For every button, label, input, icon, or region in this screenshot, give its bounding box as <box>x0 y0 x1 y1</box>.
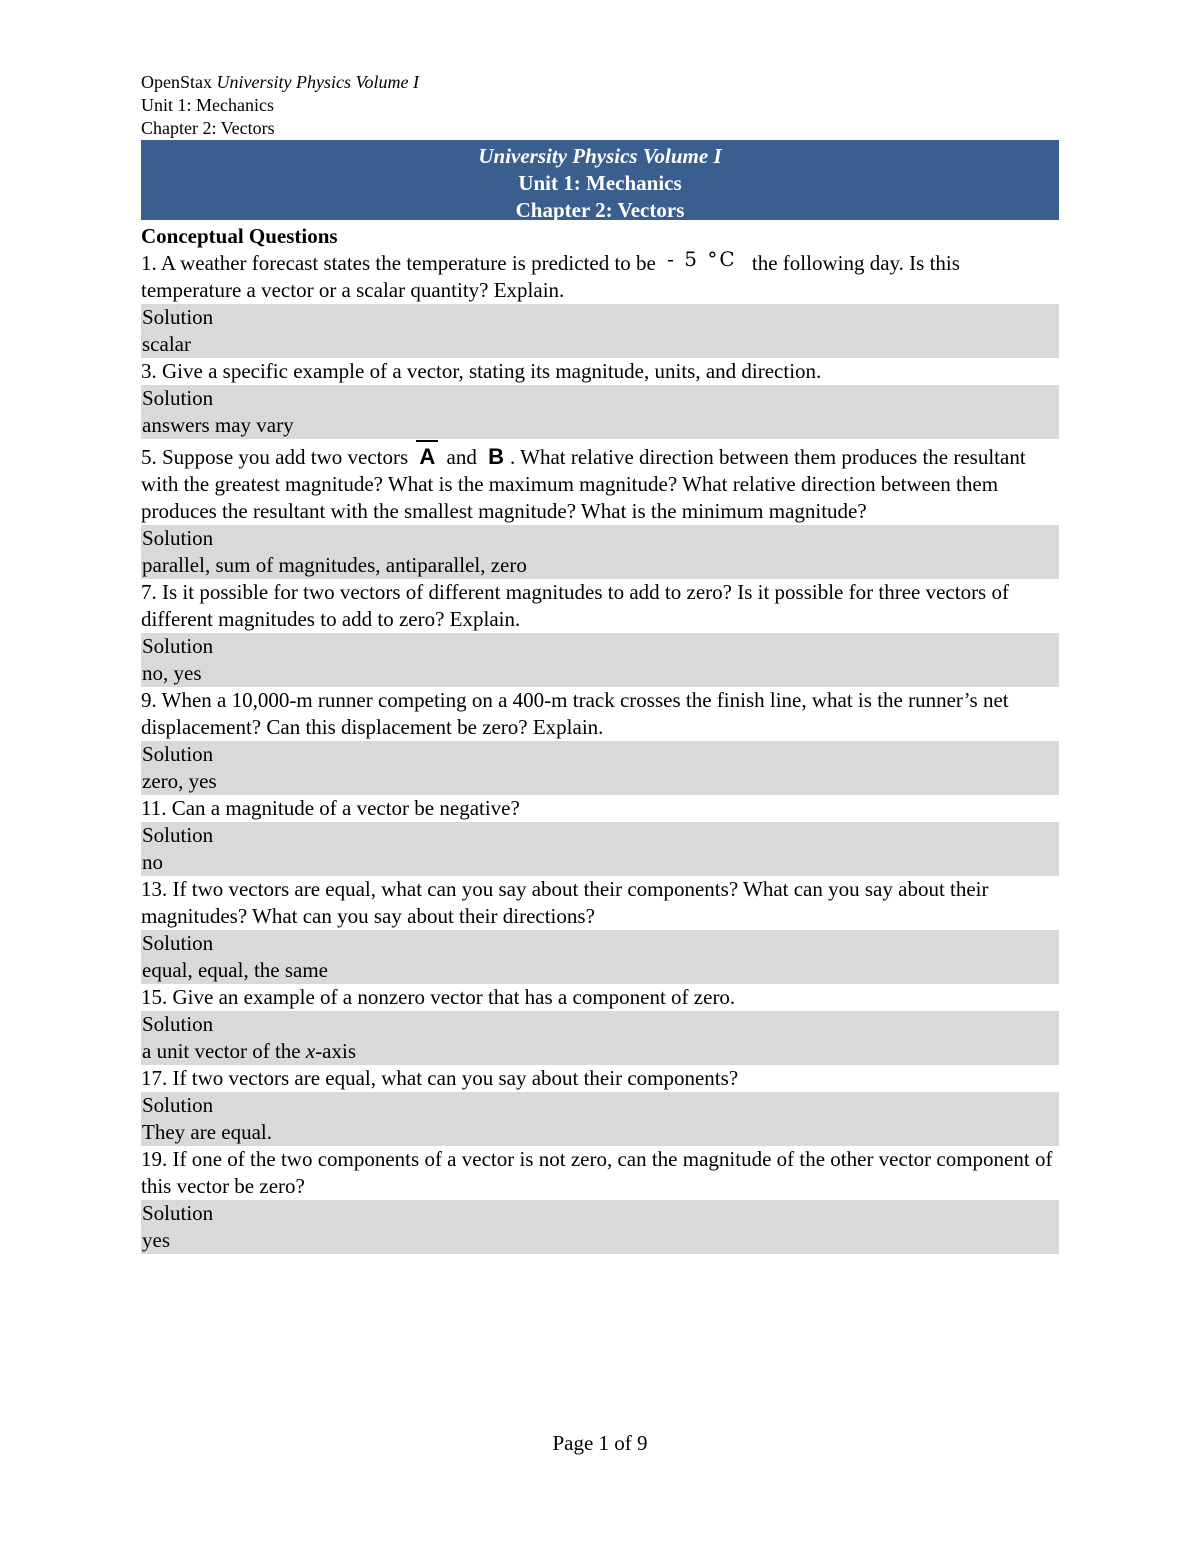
banner-title: University Physics Volume I <box>478 144 722 168</box>
question-13: 13. If two vectors are equal, what can you say about their components? What can you say about their magnitudes? What can you say about their directions? <box>141 877 989 928</box>
question-5: 5. Suppose you add two vectors A and B . What relative direction between them produces the resultant with the greatest magnitude? What is the maximum magnitude? What relative direction between them produces the resultant with the smallest magnitude? What is the minimum magnitude? <box>141 444 1026 523</box>
solution-15 <box>141 1011 1059 1065</box>
solution-answer: no <box>142 850 163 874</box>
running-head <box>141 71 419 140</box>
solution-17 <box>141 1092 1059 1146</box>
running-head-chapter: Chapter 2: Vectors <box>141 118 275 138</box>
title-banner <box>141 140 1059 220</box>
page-number: Page 1 of 9 <box>552 1431 648 1455</box>
solution-label: Solution <box>142 526 214 550</box>
section-title: Conceptual Questions <box>141 224 338 248</box>
solution-5 <box>141 525 1059 579</box>
solution-answer: answers may vary <box>142 413 294 437</box>
main-content <box>141 140 1059 1254</box>
solution-label: Solution <box>142 931 214 955</box>
solution-label: Solution <box>142 1201 214 1225</box>
solution-9 <box>141 741 1059 795</box>
question-11: 11. Can a magnitude of a vector be negative? <box>141 796 520 820</box>
question-17: 17. If two vectors are equal, what can you say about their components? <box>141 1066 739 1090</box>
solution-11 <box>141 822 1059 876</box>
question-1: 1. A weather forecast states the temperature is predicted to be - 5 °C the following day. Is this temperature a vector or a scalar quantity? Explain. <box>141 247 960 302</box>
solution-label: Solution <box>142 1012 214 1036</box>
solution-label: Solution <box>142 386 214 410</box>
vector-b-symbol: B <box>488 444 504 469</box>
question-3: 3. Give a specific example of a vector, stating its magnitude, units, and direction. <box>141 359 822 383</box>
solution-label: Solution <box>142 634 214 658</box>
solution-13 <box>141 930 1059 984</box>
solution-7 <box>141 633 1059 687</box>
question-15: 15. Give an example of a nonzero vector that has a component of zero. <box>141 985 736 1009</box>
question-19: 19. If one of the two components of a vector is not zero, can the magnitude of the other vector component of this vector be zero? <box>141 1147 1053 1198</box>
solution-answer: They are equal. <box>142 1120 273 1144</box>
solution-3 <box>141 385 1059 439</box>
question-9: 9. When a 10,000-m runner competing on a 400-m track crosses the finish line, what is the runner’s net displacement? Can this displacement be zero? Explain. <box>141 688 1009 739</box>
solution-label: Solution <box>142 742 214 766</box>
solution-1 <box>141 304 1059 358</box>
vector-a-symbol: A <box>413 443 441 470</box>
solution-answer: yes <box>142 1228 170 1252</box>
solution-answer: scalar <box>142 332 191 356</box>
solution-answer: zero, yes <box>142 769 217 793</box>
running-head-book: OpenStax University Physics Volume I <box>141 72 419 92</box>
solution-answer: parallel, sum of magnitudes, antiparallel, zero <box>142 553 527 577</box>
solution-answer: no, yes <box>142 661 202 685</box>
solution-label: Solution <box>142 823 214 847</box>
banner-unit: Unit 1: Mechanics <box>518 171 682 195</box>
banner-chapter: Chapter 2: Vectors <box>515 198 685 222</box>
question-7: 7. Is it possible for two vectors of different magnitudes to add to zero? Is it possible for three vectors of different magnitudes to add to zero? Explain. <box>141 580 1009 631</box>
solution-answer: a unit vector of the x-axis <box>142 1039 357 1063</box>
solution-19 <box>141 1200 1059 1254</box>
running-head-unit: Unit 1: Mechanics <box>141 95 274 115</box>
solution-answer: equal, equal, the same <box>142 958 329 982</box>
solution-label: Solution <box>142 305 214 329</box>
solution-label: Solution <box>142 1093 214 1117</box>
temperature-math: - 5 °C <box>667 247 737 271</box>
